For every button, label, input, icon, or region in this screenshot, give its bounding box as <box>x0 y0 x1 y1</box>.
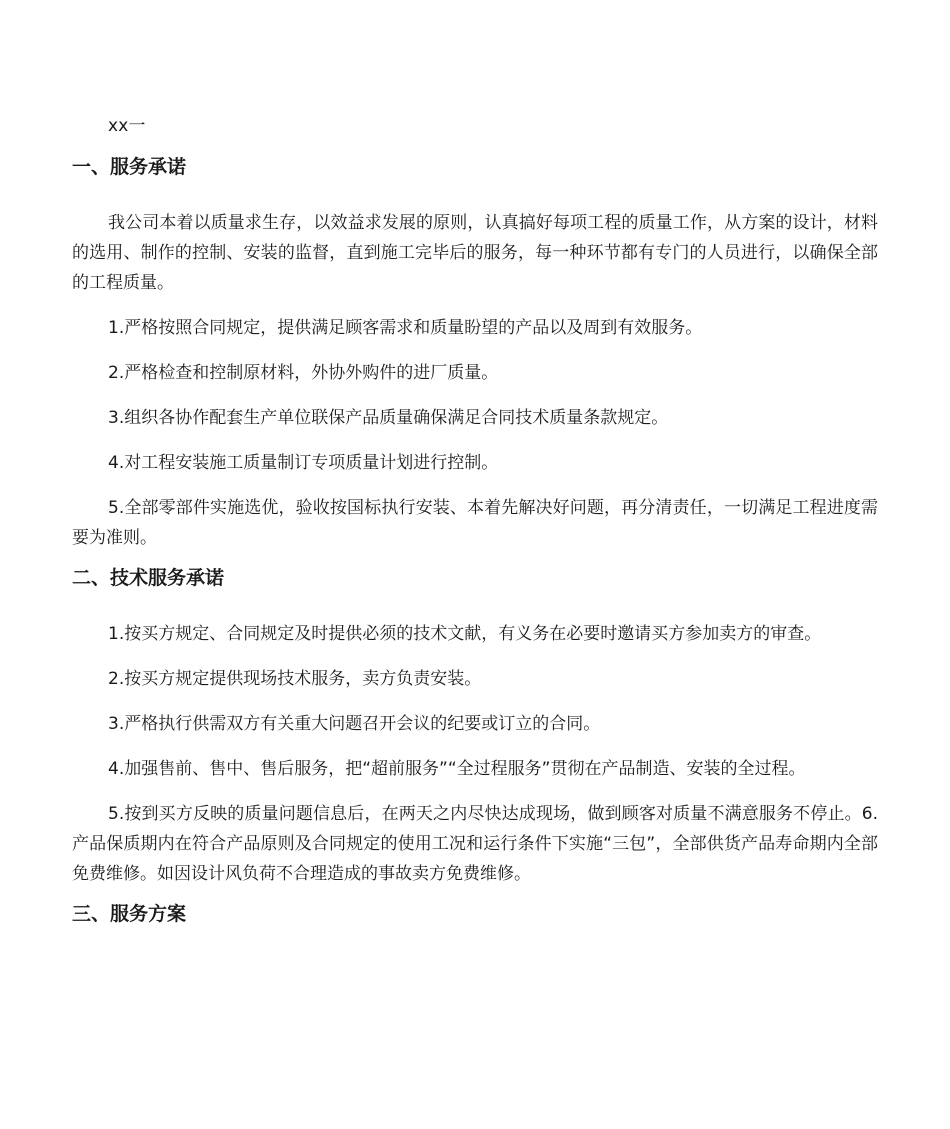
spacer <box>72 694 878 709</box>
list-item: 4.加强售前、售中、售后服务，把“超前服务”“全过程服务”贯彻在产品制造、安装的全过程。 <box>108 759 806 779</box>
list-item: 2.严格检查和控制原材料，外协外购件的进厂质量。 <box>108 363 499 383</box>
document-header: xx一 <box>108 116 146 136</box>
list-item: 3.严格执行供需双方有关重大问题召开会议的纪要或订立的合同。 <box>108 714 601 734</box>
list-item: 3.组织各协作配套生产单位联保产品质量确保满足合同技术质量条款规定。 <box>108 408 669 428</box>
list-item: 5.按到买方反映的质量问题信息后，在两天之内尽快达成现场，做到顾客对质量不满意服务不停止。6.产品保质期内在符合产品原则及合同规定的使用工况和运行条件下实施“三包”，全部供货产品寿命期内全部免费维修。如因设计风负荷不合理造成的事故卖方免费维修。 <box>72 804 878 884</box>
list-item: 5.全部零部件实施选优，验收按国标执行安装、本着先解决好问题，再分清责任，一切满足工程进度需要为准则。 <box>72 498 878 548</box>
spacer <box>72 889 878 901</box>
section-heading-service-plan: 三、服务方案 <box>72 903 187 925</box>
spacer <box>72 298 878 313</box>
spacer <box>72 591 878 619</box>
spacer <box>72 478 878 493</box>
spacer <box>72 649 878 664</box>
spacer <box>72 343 878 358</box>
list-item: 1.按买方规定、合同规定及时提供必须的技术文献，有义务在必要时邀请买方参加卖方的审查。 <box>108 624 822 644</box>
section-heading-service-commitment: 一、服务承诺 <box>72 156 187 178</box>
list-item: 4.对工程安装施工质量制订专项质量计划进行控制。 <box>108 453 499 473</box>
spacer <box>72 739 878 754</box>
spacer <box>72 784 878 799</box>
spacer <box>72 553 878 565</box>
list-item: 1.严格按照合同规定，提供满足顾客需求和质量盼望的产品以及周到有效服务。 <box>108 318 703 338</box>
spacer <box>72 433 878 448</box>
spacer <box>72 388 878 403</box>
section-heading-technical-service-commitment: 二、技术服务承诺 <box>72 567 225 589</box>
list-item: 2.按买方规定提供现场技术服务，卖方负责安装。 <box>108 669 482 689</box>
spacer <box>72 180 878 208</box>
paragraph-intro: 我公司本着以质量求生存，以效益求发展的原则，认真搞好每项工程的质量工作，从方案的设计，材料的选用、制作的控制、安装的监督，直到施工完毕后的服务，每一种环节都有专门的人员进行，以确保全部的工程质量。 <box>72 213 878 293</box>
